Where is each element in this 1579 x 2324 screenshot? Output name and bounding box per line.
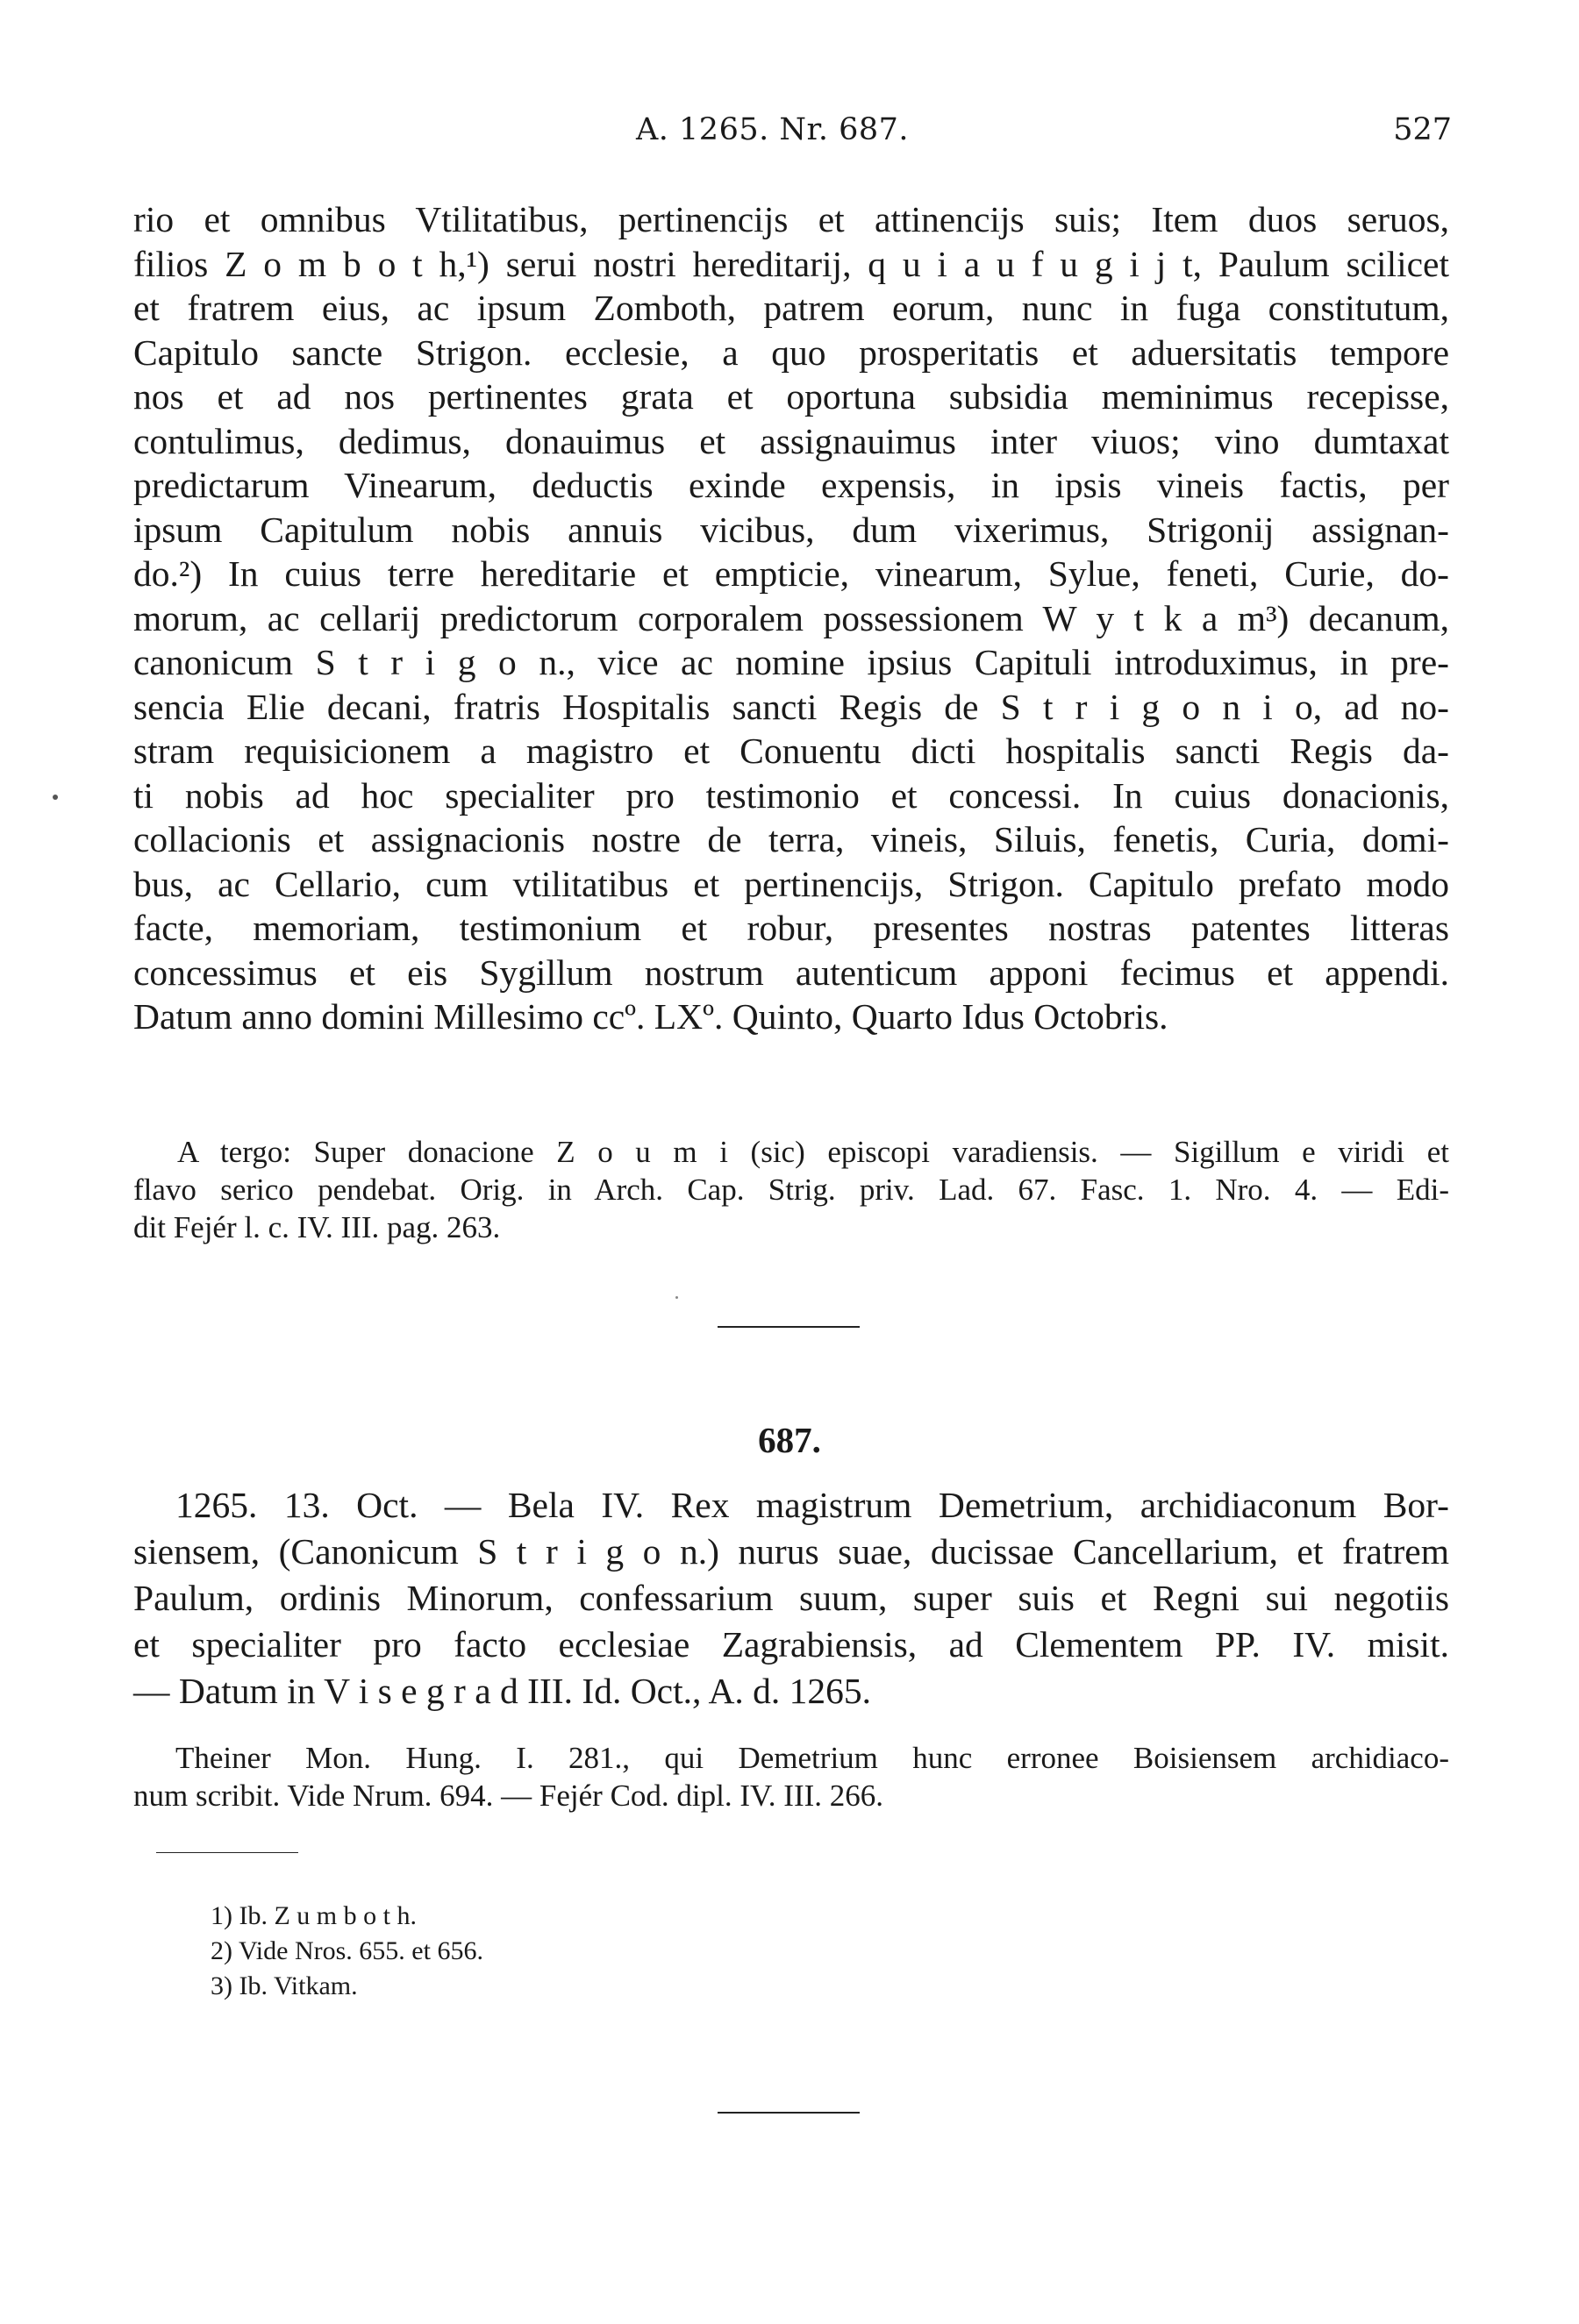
- body-line: facte, memoriam, testimonium et robur, presentes nostras patentes litteras: [133, 908, 1449, 948]
- source-note: [133, 1739, 1449, 1814]
- body-line: et fratrem eius, ac ipsum Zomboth, patrem eorum, nunc in fuga constitutum,: [133, 288, 1449, 328]
- body-line: sencia Elie decani, fratris Hospitalis sancti Regis de S t r i g o n i o, ad no-: [133, 686, 1449, 727]
- note-line: num scribit. Vide Nrum. 694. — Fejér Cod. dipl. IV. III. 266.: [133, 1779, 884, 1813]
- footnote: 3) Ib. Vitkam.: [211, 1971, 358, 2000]
- footnotes: [211, 1899, 483, 2004]
- body-line: ipsum Capitulum nobis annuis vicibus, dum vixerimus, Strigonij assignan-: [133, 509, 1449, 550]
- body-line: morum, ac cellarij predictorum corporalem possessionem W y t k a m³) decanum,: [133, 597, 1449, 638]
- footnote: 2) Vide Nros. 655. et 656.: [211, 1936, 483, 1965]
- regest-line: siensem, (Canonicum S t r i g o n.) nurus suae, ducissae Cancellarium, et fratrem: [133, 1531, 1449, 1572]
- body-line: filios Z o m b o t h,¹) serui nostri hereditarij, q u i a u f u g i j t, Paulum scilicet: [133, 243, 1449, 284]
- body-line: predictarum Vinearum, deductis exinde expensis, in ipsis vineis factis, per: [133, 465, 1449, 505]
- regest-line: Paulum, ordinis Minorum, confessarium suum, super suis et Regni sui negotiis: [133, 1578, 1449, 1618]
- body-line: rio et omnibus Vtilitatibus, pertinencijs et attinencijs suis; Item duos seruos,: [133, 199, 1449, 239]
- body-line: ti nobis ad hoc specialiter pro testimonio et concessi. In cuius donacionis,: [133, 774, 1449, 816]
- body-line: concessimus et eis Sygillum nostrum autenticum apponi fecimus et appendi.: [133, 952, 1449, 993]
- body-line: bus, ac Cellario, cum vtilitatibus et pertinencijs, Strigon. Capitulo prefato modo: [133, 863, 1449, 904]
- footnote-divider: [156, 1852, 298, 1853]
- body-line: stram requisicionem a magistro et Conuentu dicti hospitalis sancti Regis da-: [133, 731, 1449, 771]
- page-end-divider: [718, 2112, 860, 2114]
- charter-body-text: [133, 197, 1449, 1039]
- body-line: do.²) In cuius terre hereditarie et empticie, vinearum, Sylue, feneti, Curie, do-: [133, 553, 1449, 594]
- note-line: flavo serico pendebat. Orig. in Arch. Cap. Strig. priv. Lad. 67. Fasc. 1. Nro. 4. — Edi-: [133, 1173, 1449, 1207]
- body-line: collacionis et assignacionis nostre de terra, vineis, Siluis, fenetis, Curia, domi-: [133, 819, 1449, 859]
- note-line: A tergo: Super donacione Z o u m i (sic) episcopi varadiensis. — Sigillum e viridi et: [177, 1135, 1449, 1169]
- body-line: nos et ad nos pertinentes grata et oportuna subsidia meminimus recepisse,: [133, 376, 1449, 417]
- margin-mark: [53, 795, 58, 800]
- regest-text: [133, 1482, 1449, 1714]
- body-line: Capitulo sancte Strigon. ecclesie, a quo prosperitatis et aduersitatis tempore: [133, 331, 1449, 373]
- page-number: 527: [1393, 112, 1452, 147]
- section-divider: [718, 1326, 860, 1328]
- body-line: Datum anno domini Millesimo ccº. LXº. Quinto, Quarto Idus Octobris.: [133, 996, 1168, 1037]
- regest-line: — Datum in V i s e g r a d III. Id. Oct., A. d. 1265.: [133, 1671, 872, 1711]
- body-line: canonicum S t r i g o n., vice ac nomine ipsius Capituli introduximus, in pre-: [133, 642, 1449, 682]
- body-line: contulimus, dedimus, donauimus et assignauimus inter viuos; vino dumtaxat: [133, 420, 1449, 461]
- running-head: A. 1265. Nr. 687.: [636, 112, 910, 147]
- note-line: dit Fejér l. c. IV. III. pag. 263.: [133, 1210, 501, 1244]
- print-speck: [675, 1296, 678, 1299]
- tergo-note: [133, 1133, 1449, 1246]
- regest-line: 1265. 13. Oct. — Bela IV. Rex magistrum Demetrium, archidiaconum Bor-: [175, 1485, 1449, 1525]
- regest-line: et specialiter pro facto ecclesiae Zagrabiensis, ad Clementem PP. IV. misit.: [133, 1624, 1449, 1665]
- note-line: Theiner Mon. Hung. I. 281., qui Demetrium hunc erronee Boisiensem archidiaco-: [175, 1741, 1449, 1775]
- document-number: 687.: [758, 1420, 821, 1460]
- footnote: 1) Ib. Z u m b o t h.: [211, 1901, 417, 1930]
